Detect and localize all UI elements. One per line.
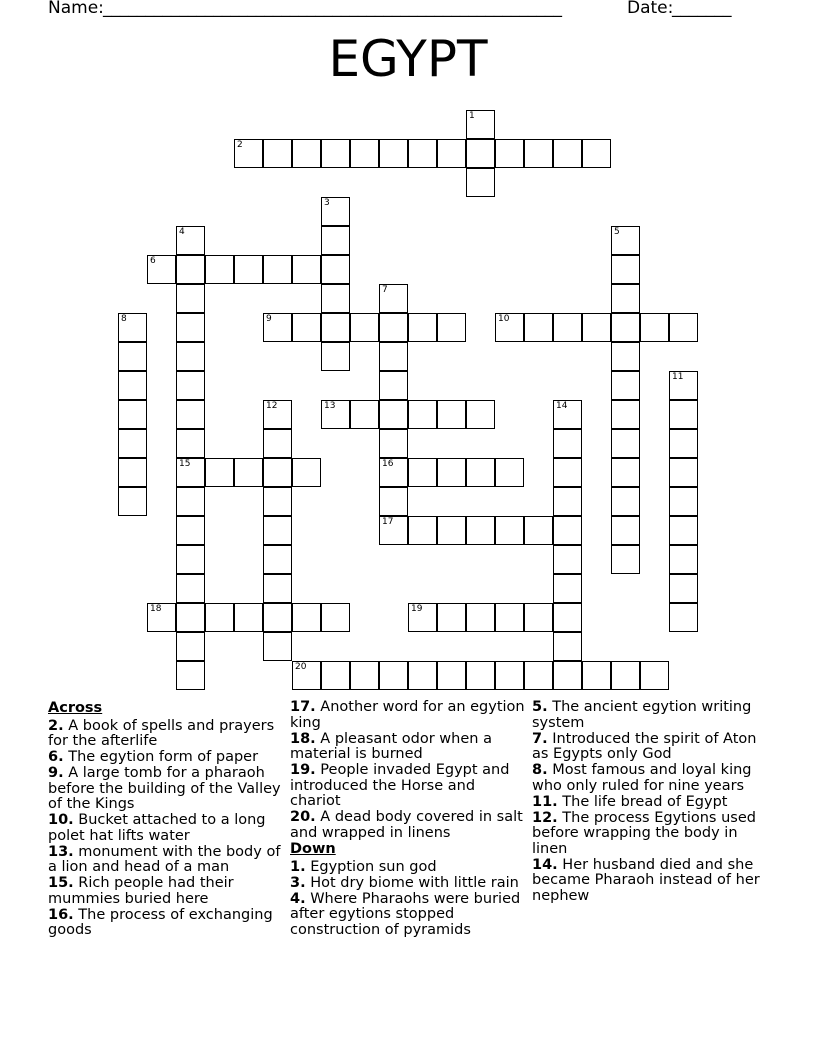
clue-number: 20. [290,809,316,825]
clue-text: A dead body covered in salt and wrapped in linens [290,809,523,841]
grid-cell[interactable] [147,255,176,284]
grid-cell[interactable] [611,255,640,284]
grid-cell[interactable] [611,226,640,255]
grid-cell[interactable] [176,574,205,603]
grid-cell[interactable] [437,516,466,545]
grid-cell[interactable] [263,313,292,342]
clue-number: 8. [532,762,548,778]
grid-cell[interactable] [379,516,408,545]
grid-cell[interactable] [176,487,205,516]
clue-number: 1. [290,858,306,875]
grid-cell[interactable] [408,313,437,342]
grid-cell[interactable] [611,371,640,400]
clue-number: 17. [290,699,316,715]
grid-cell[interactable] [437,313,466,342]
clue-item [48,845,284,876]
grid-cell[interactable] [553,313,582,342]
grid-cell[interactable] [176,400,205,429]
clues-column-2 [290,700,526,939]
clue-text: Introduced the spirit of Aton as Egypts only God [532,730,757,762]
clue-number: 18. [290,730,316,747]
grid-cell[interactable] [408,661,437,690]
clue-number: 10. [48,812,74,828]
grid-cell[interactable] [321,284,350,313]
clue-item [48,766,284,813]
grid-cell[interactable] [176,516,205,545]
across-clue-list [48,719,284,939]
clue-number: 4. [290,890,306,907]
grid-cell[interactable] [321,342,350,371]
grid-cell[interactable] [234,603,263,632]
grid-cell[interactable] [495,313,524,342]
grid-cell[interactable] [669,458,698,487]
across-heading: Across [48,700,103,716]
grid-cell[interactable] [437,458,466,487]
grid-cell[interactable] [524,603,553,632]
clue-item [290,892,526,939]
grid-cell[interactable] [611,516,640,545]
grid-cell[interactable] [553,487,582,516]
clue-item [48,876,284,907]
clue-number: 12. [532,809,558,826]
grid-cell[interactable] [611,342,640,371]
page-title: EGYPT [328,30,488,88]
grid-cell[interactable] [263,255,292,284]
cell-number: 16 [382,459,394,469]
grid-cell[interactable] [321,400,350,429]
grid-cell[interactable] [263,429,292,458]
grid-cell[interactable] [176,429,205,458]
clue-number: 9. [48,765,64,781]
grid-cell[interactable] [234,139,263,168]
clue-number: 14. [532,856,558,873]
cell-number: 15 [179,459,191,469]
grid-cell[interactable] [118,458,147,487]
clue-item [532,811,768,858]
clue-text: A book of spells and prayers for the afterlife [48,717,275,749]
cell-number: 11 [672,372,684,382]
grid-cell[interactable] [118,400,147,429]
clue-item [532,763,768,794]
grid-cell[interactable] [408,603,437,632]
grid-cell[interactable] [466,400,495,429]
clue-item [532,795,768,811]
grid-cell[interactable] [437,661,466,690]
cell-number: 10 [498,314,510,324]
grid-cell[interactable] [495,661,524,690]
grid-cell[interactable] [669,603,698,632]
clue-number: 16. [48,906,74,923]
grid-cell[interactable] [263,516,292,545]
grid-cell[interactable] [611,400,640,429]
cell-number: 14 [556,401,568,411]
grid-cell[interactable] [263,487,292,516]
grid-cell[interactable] [118,429,147,458]
grid-cell[interactable] [669,429,698,458]
grid-cell[interactable] [437,603,466,632]
grid-cell[interactable] [176,284,205,313]
grid-cell[interactable] [350,661,379,690]
grid-cell[interactable] [582,139,611,168]
grid-cell[interactable] [524,139,553,168]
name-field[interactable]: ______________________________________________________ [103,0,562,18]
grid-cell[interactable] [553,574,582,603]
clue-item [532,858,768,905]
grid-cell[interactable] [466,168,495,197]
grid-cell[interactable] [669,516,698,545]
grid-cell[interactable] [205,255,234,284]
grid-cell[interactable] [582,313,611,342]
clue-item [48,719,284,750]
grid-cell[interactable] [553,661,582,690]
clue-text: The process of exchanging goods [48,906,273,938]
grid-cell[interactable] [379,371,408,400]
grid-cell[interactable] [640,661,669,690]
grid-cell[interactable] [176,371,205,400]
grid-cell[interactable] [147,603,176,632]
grid-cell[interactable] [205,458,234,487]
clue-number: 19. [290,762,316,778]
grid-cell[interactable] [669,313,698,342]
grid-cell[interactable] [321,313,350,342]
grid-cell[interactable] [379,487,408,516]
down-clue-list [290,860,526,939]
grid-cell[interactable] [263,139,292,168]
clue-number: 3. [290,874,306,891]
grid-cell[interactable] [553,400,582,429]
grid-cell[interactable] [611,429,640,458]
cell-number: 18 [150,604,162,614]
grid-cell[interactable] [176,342,205,371]
clue-text: The ancient egytion writing system [532,699,752,731]
clue-number: 13. [48,843,74,860]
cell-number: 17 [382,517,394,527]
grid-cell[interactable] [640,313,669,342]
grid-cell[interactable] [379,661,408,690]
cell-number: 1 [469,111,475,121]
grid-cell[interactable] [350,400,379,429]
grid-cell[interactable] [292,603,321,632]
grid-cell[interactable] [321,139,350,168]
clue-item [290,763,526,810]
clue-item [48,813,284,844]
grid-cell[interactable] [582,661,611,690]
grid-cell[interactable] [553,429,582,458]
cell-number: 19 [411,604,423,614]
grid-cell[interactable] [263,574,292,603]
across-clue-list-continued [290,700,526,841]
clue-text: A large tomb for a pharaoh before the building of the Valley of the Kings [48,765,281,812]
grid-cell[interactable] [292,313,321,342]
name-label: Name: [48,0,104,18]
cell-number: 5 [614,227,620,237]
grid-cell[interactable] [118,371,147,400]
grid-cell[interactable] [611,458,640,487]
grid-cell[interactable] [466,661,495,690]
grid-cell[interactable] [263,545,292,574]
clue-text: Where Pharaohs were buried after egytions stopped construction of pyramids [290,890,521,938]
grid-cell[interactable] [176,545,205,574]
clue-number: 11. [532,793,558,810]
grid-cell[interactable] [205,603,234,632]
grid-cell[interactable] [263,603,292,632]
grid-cell[interactable] [176,632,205,661]
clue-item [290,732,526,763]
clue-text: People invaded Egypt and introduced the Horse and chariot [290,762,510,809]
grid-cell[interactable] [437,400,466,429]
clue-number: 15. [48,875,74,891]
grid-cell[interactable] [553,632,582,661]
cell-number: 3 [324,198,330,208]
grid-cell[interactable] [321,661,350,690]
clue-text: Egyption sun god [305,858,437,875]
clue-number: 5. [532,699,548,715]
cell-number: 9 [266,314,272,324]
cell-number: 20 [295,662,307,672]
grid-cell[interactable] [669,400,698,429]
grid-cell[interactable] [176,255,205,284]
grid-cell[interactable] [118,313,147,342]
grid-cell[interactable] [350,313,379,342]
grid-cell[interactable] [176,226,205,255]
grid-cell[interactable] [437,139,466,168]
grid-cell[interactable] [524,516,553,545]
clues-column-3 [532,700,768,905]
date-label: Date: [627,0,674,18]
clue-text: Bucket attached to a long polet hat lifts water [48,812,266,844]
clue-text: Another word for an egytion king [290,699,525,731]
grid-cell[interactable] [553,516,582,545]
cell-number: 4 [179,227,185,237]
grid-cell[interactable] [321,226,350,255]
grid-cell[interactable] [466,603,495,632]
grid-cell[interactable] [408,516,437,545]
grid-cell[interactable] [553,545,582,574]
grid-cell[interactable] [611,545,640,574]
clue-text: Rich people had their mummies buried here [48,875,234,907]
grid-cell[interactable] [263,632,292,661]
grid-cell[interactable] [611,313,640,342]
clue-number: 6. [48,749,64,765]
grid-cell[interactable] [669,545,698,574]
clue-item [290,810,526,841]
grid-cell[interactable] [524,661,553,690]
grid-cell[interactable] [495,139,524,168]
grid-cell[interactable] [263,400,292,429]
clue-item [290,860,526,876]
grid-cell[interactable] [292,458,321,487]
grid-cell[interactable] [524,313,553,342]
clue-item [532,700,768,731]
grid-cell[interactable] [408,458,437,487]
clue-text: The egytion form of paper [63,749,259,765]
grid-cell[interactable] [669,371,698,400]
cell-number: 6 [150,256,156,266]
grid-cell[interactable] [379,429,408,458]
grid-cell[interactable] [292,139,321,168]
clue-text: The life bread of Egypt [557,793,728,810]
grid-cell[interactable] [611,487,640,516]
clue-text: A pleasant odor when a material is burned [290,730,492,762]
grid-cell[interactable] [234,255,263,284]
date-field[interactable]: _______ [672,0,732,18]
clue-item [290,700,526,731]
clue-item [48,908,284,939]
clue-text: Her husband died and she became Pharaoh instead of her nephew [532,856,760,904]
grid-cell[interactable] [379,342,408,371]
grid-cell[interactable] [495,603,524,632]
grid-cell[interactable] [176,661,205,690]
grid-cell[interactable] [611,661,640,690]
grid-cell[interactable] [350,139,379,168]
grid-cell[interactable] [118,342,147,371]
down-heading: Down [290,841,336,857]
clue-text: Hot dry biome with little rain [305,874,519,891]
grid-cell[interactable] [495,516,524,545]
grid-cell[interactable] [669,487,698,516]
grid-cell[interactable] [553,139,582,168]
grid-cell[interactable] [379,313,408,342]
clue-item [48,750,284,766]
grid-cell[interactable] [553,603,582,632]
grid-cell[interactable] [553,458,582,487]
clue-item [290,876,526,892]
grid-cell[interactable] [263,458,292,487]
grid-cell[interactable] [292,255,321,284]
clue-text: Most famous and loyal king who only ruled for nine years [532,762,752,794]
grid-cell[interactable] [669,574,698,603]
grid-cell[interactable] [379,284,408,313]
grid-cell[interactable] [176,313,205,342]
grid-cell[interactable] [466,110,495,139]
grid-cell[interactable] [292,661,321,690]
clue-number: 7. [532,730,548,747]
cell-number: 8 [121,314,127,324]
grid-cell[interactable] [466,458,495,487]
clue-number: 2. [48,717,64,734]
grid-cell[interactable] [611,284,640,313]
grid-cell[interactable] [321,603,350,632]
cell-number: 13 [324,401,336,411]
clue-text: The process Egytions used before wrapping the body in linen [532,809,756,857]
down-clue-list-continued [532,700,768,904]
cell-number: 2 [237,140,243,150]
clue-text: monument with the body of a lion and head of a man [48,843,281,875]
grid-cell[interactable] [321,197,350,226]
grid-cell[interactable] [176,603,205,632]
grid-cell[interactable] [408,139,437,168]
grid-cell[interactable] [321,255,350,284]
grid-cell[interactable] [379,139,408,168]
grid-cell[interactable] [466,139,495,168]
grid-cell[interactable] [118,487,147,516]
grid-cell[interactable] [234,458,263,487]
cell-number: 12 [266,401,278,411]
clues-column-1 [48,700,284,939]
grid-cell[interactable] [379,400,408,429]
grid-cell[interactable] [466,516,495,545]
cell-number: 7 [382,285,388,295]
grid-cell[interactable] [379,458,408,487]
grid-cell[interactable] [495,458,524,487]
grid-cell[interactable] [176,458,205,487]
grid-cell[interactable] [408,400,437,429]
clue-item [532,732,768,763]
